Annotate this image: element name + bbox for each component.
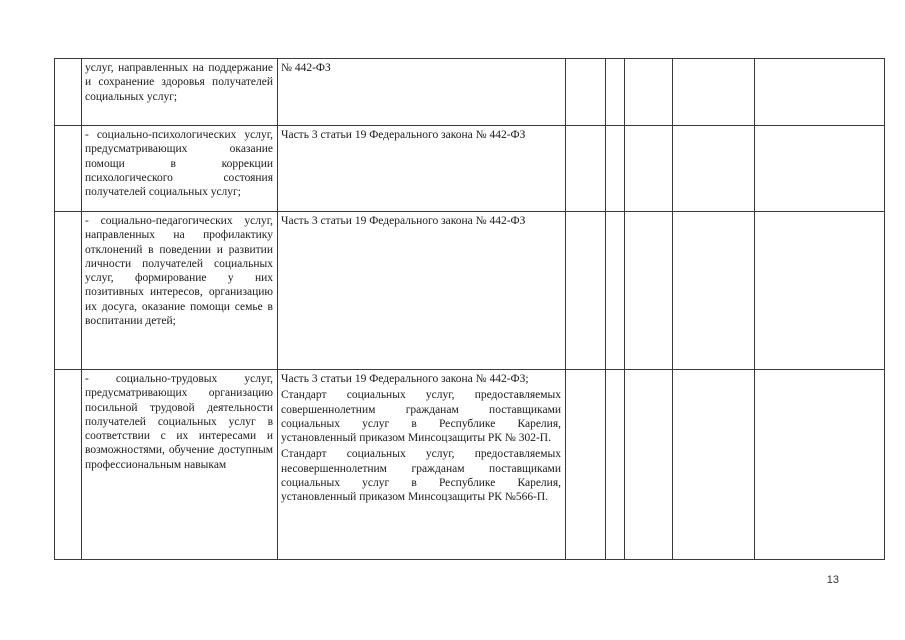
empty-cell (566, 212, 606, 370)
table-row (55, 126, 885, 212)
table-row (55, 212, 885, 370)
row-number-cell (55, 59, 82, 126)
empty-cell (673, 212, 755, 370)
empty-cell (606, 126, 625, 212)
legal-basis-text: Часть 3 статьи 19 Федерального закона № 442-ФЗ (281, 129, 526, 141)
service-description-cell: - социально-педагогических услуг, направленных на профилактику отклонений в поведении и развитии личности получателей социальных услуг, формирование у них позитивных интересов, организацию их досуга, оказание помощи семье в воспитании детей; (82, 212, 278, 370)
standard-reference-minors: Стандарт социальных услуг, предоставляемых несовершеннолетним гражданам поставщиками социальных услуг в Республике Карелия, установленный приказом Минсоцзащиты РК №566-П. (281, 448, 561, 504)
empty-cell (755, 126, 885, 212)
empty-cell (673, 370, 755, 560)
empty-cell (625, 370, 673, 560)
row-number-cell (55, 370, 82, 560)
table-row (55, 370, 885, 560)
legal-basis-text: № 442-ФЗ (281, 62, 331, 74)
legal-basis-text: Часть 3 статьи 19 Федерального закона № 442-ФЗ (281, 215, 526, 227)
empty-cell (606, 370, 625, 560)
legal-basis-cell (278, 212, 566, 370)
document-table-wrapper (54, 58, 885, 560)
legal-basis-cell (278, 59, 566, 126)
empty-cell (566, 370, 606, 560)
standard-reference-adults: Стандарт социальных услуг, предоставляемых совершеннолетним гражданам поставщиками социальных услуг в Республике Карелия, установленный приказом Минсоцзащиты РК № 302-П. (281, 389, 561, 445)
service-description-cell: - социально-трудовых услуг, предусматривающих организацию посильной трудовой деятельности получателей социальных услуг в соответствии с их интересами и возможностями, обучение доступным профессиональным навыкам (82, 370, 278, 560)
legal-basis-text: Часть 3 статьи 19 Федерального закона № 442-ФЗ; (281, 373, 529, 385)
service-description-cell: - социально-психологических услуг, предусматривающих оказание помощи в коррекции психологического состояния получателей социальных услуг; (82, 126, 278, 212)
empty-cell (755, 212, 885, 370)
requirements-table (54, 58, 885, 560)
legal-basis-cell (278, 126, 566, 212)
empty-cell (566, 126, 606, 212)
empty-cell (755, 59, 885, 126)
legal-basis-cell (278, 370, 566, 560)
row-number-cell (55, 126, 82, 212)
page-number: 13 (826, 574, 839, 586)
empty-cell (673, 126, 755, 212)
empty-cell (755, 370, 885, 560)
empty-cell (673, 59, 755, 126)
table-row (55, 59, 885, 126)
row-number-cell (55, 212, 82, 370)
empty-cell (625, 212, 673, 370)
empty-cell (606, 212, 625, 370)
empty-cell (606, 59, 625, 126)
empty-cell (566, 59, 606, 126)
empty-cell (625, 126, 673, 212)
empty-cell (625, 59, 673, 126)
service-description-cell: услуг, направленных на поддержание и сохранение здоровья получателей социальных услуг; (82, 59, 278, 126)
